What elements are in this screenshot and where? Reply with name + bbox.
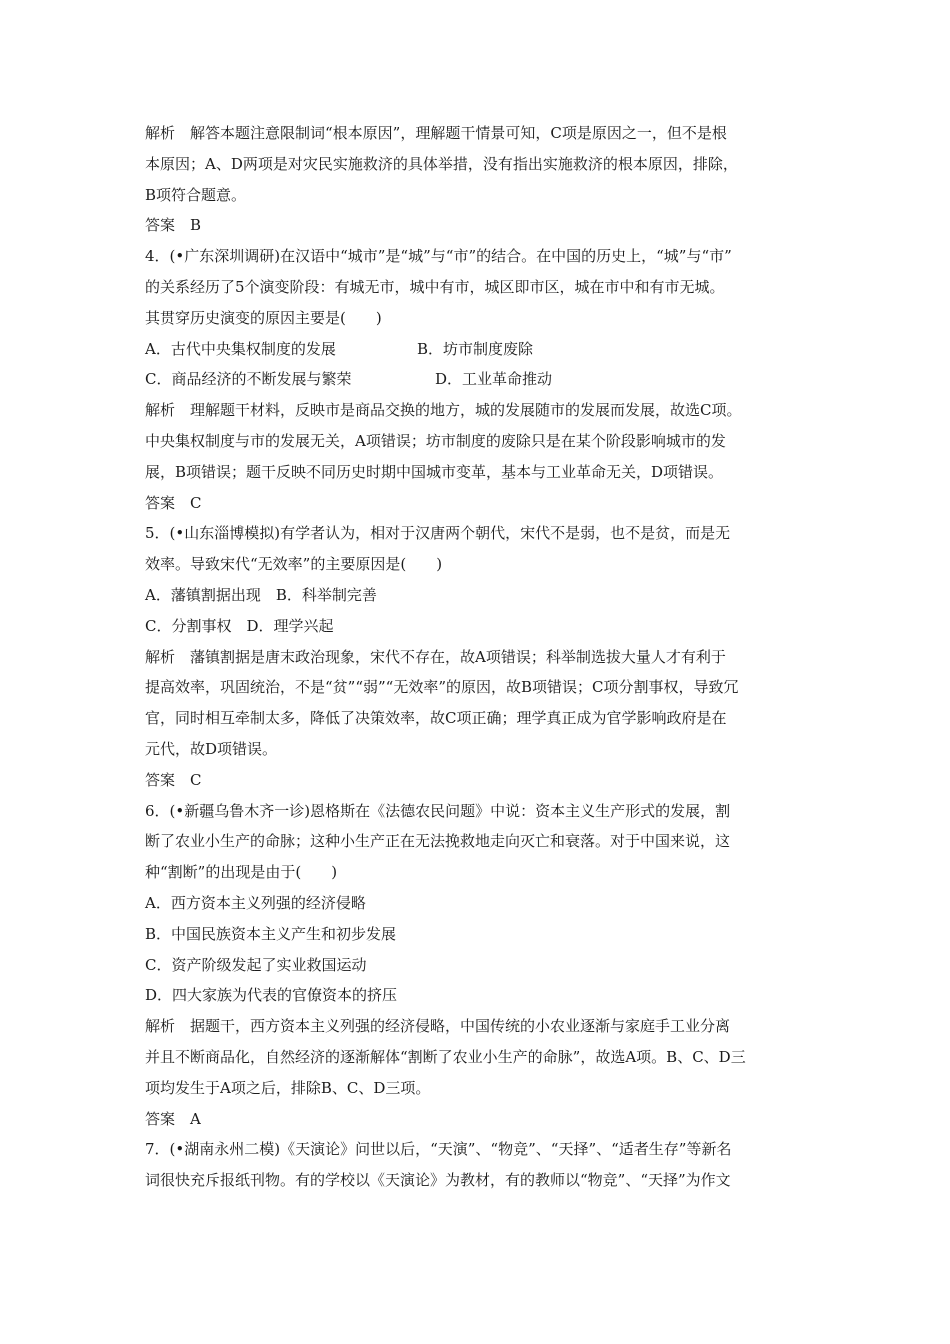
answer-label: 答案 [145,1109,176,1128]
q6-answer [145,1104,810,1135]
analysis-label: 解析 [145,1017,176,1036]
q3-analysis: 解析 解答本题注意限制词“根本原因”，理解题干情景可知，C项是原因之一，但不是根 本原因；A、D两项是对灾民实施救济的具体举措，没有指出实施救济的根本原因，排除， B项符合题意。 [145,124,738,204]
answer-label: 答案 [145,770,176,789]
option-a: A．古代中央集权制度的发展 [145,339,336,358]
analysis-label: 解析 [145,124,176,142]
option-d: D．工业革命推动 [435,370,553,389]
q6-stem: 6．(•新疆乌鲁木齐一诊)恩格斯在《法德农民问题》中说：资本主义生产形式的发展，割 断了农业小生产的命脉；这种小生产正在无法挽救地走向灭亡和衰落。对于中国来说，这 种“割断”的出现是由于( ) [145,801,731,882]
analysis-label: 解析 [145,647,176,666]
q6-analysis: 解析 据题干，西方资本主义列强的经济侵略，中国传统的小农业逐渐与家庭手工业分离 并且不断商品化，自然经济的逐渐解体“割断了农业小生产的命脉”，故选A项。B、C、D三 项均发生于A项之后，排除B、C、D三项。 [145,1017,746,1097]
q5-stem: 5．(•山东淄博模拟)有学者认为，相对于汉唐两个朝代，宋代不是弱，也不是贫，而是无 效率。导致宋代“无效率”的主要原因是( ) [145,524,731,574]
q4-options-row-1 [145,334,810,365]
answer-value: A [190,1109,201,1128]
q4-analysis: 解析 理解题干材料，反映市是商品交换的地方，城的发展随市的发展而发展，故选C项。 中央集权制度与市的发展无关，A项错误；坊市制度的废除只是在某个阶段影响城市的发 展，B项错误；题干反映不同历史时期中国城市变革，基本与工业革命无关，D项错误。 [145,401,742,481]
document-page [145,118,810,1196]
answer-value: B [190,216,202,235]
answer-value: C [190,493,202,512]
option-a: A．西方资本主义列强的经济侵略 [145,893,366,912]
answer-label: 答案 [145,216,176,235]
option-d: D．四大家族为代表的官僚资本的挤压 [145,986,398,1005]
option-c: C．资产阶级发起了实业救国运动 [145,955,367,974]
q7-stem: 7．(•湖南永州二模)《天演论》问世以后，“天演”、“物竞”、“天择”、“适者生存”等新名 词很快充斥报纸刊物。有的学校以《天演论》为教材，有的教师以“物竞”、“天择”为作文 [145,1140,732,1190]
q4-options-row-2 [145,364,810,395]
q3-answer [145,210,810,241]
option-b: B．坊市制度废除 [417,339,534,358]
analysis-label: 解析 [145,401,176,420]
q5-answer [145,765,810,796]
q5-options-row-2: C．分割事权 D．理学兴起 [145,616,334,635]
answer-value: C [190,770,202,789]
answer-label: 答案 [145,493,176,512]
q5-analysis: 解析 藩镇割据是唐末政治现象，宋代不存在，故A项错误；科举制选拔大量人才有利于 提高效率，巩固统治，不是“贫”“弱”“无效率”的原因，故B项错误；C项分割事权，导致冗 官，同时相互牵制太多，降低了决策效率，故C项正确；理学真正成为官学影响政府是在 元代，故D项错误。 [145,647,739,758]
q4-answer [145,488,810,519]
q5-options-row-1: A．藩镇割据出现 B．科举制完善 [145,585,377,604]
option-b: B．中国民族资本主义产生和初步发展 [145,924,397,943]
option-c: C．商品经济的不断发展与繁荣 [145,370,352,389]
q4-stem: 4．(•广东深圳调研)在汉语中“城市”是“城”与“市”的结合。在中国的历史上，“城”与“市” 的关系经历了5个演变阶段：有城无市，城中有市，城区即市区，城在市中和有市无城。 其贯穿历史演变的原因主要是( ) [145,247,732,327]
